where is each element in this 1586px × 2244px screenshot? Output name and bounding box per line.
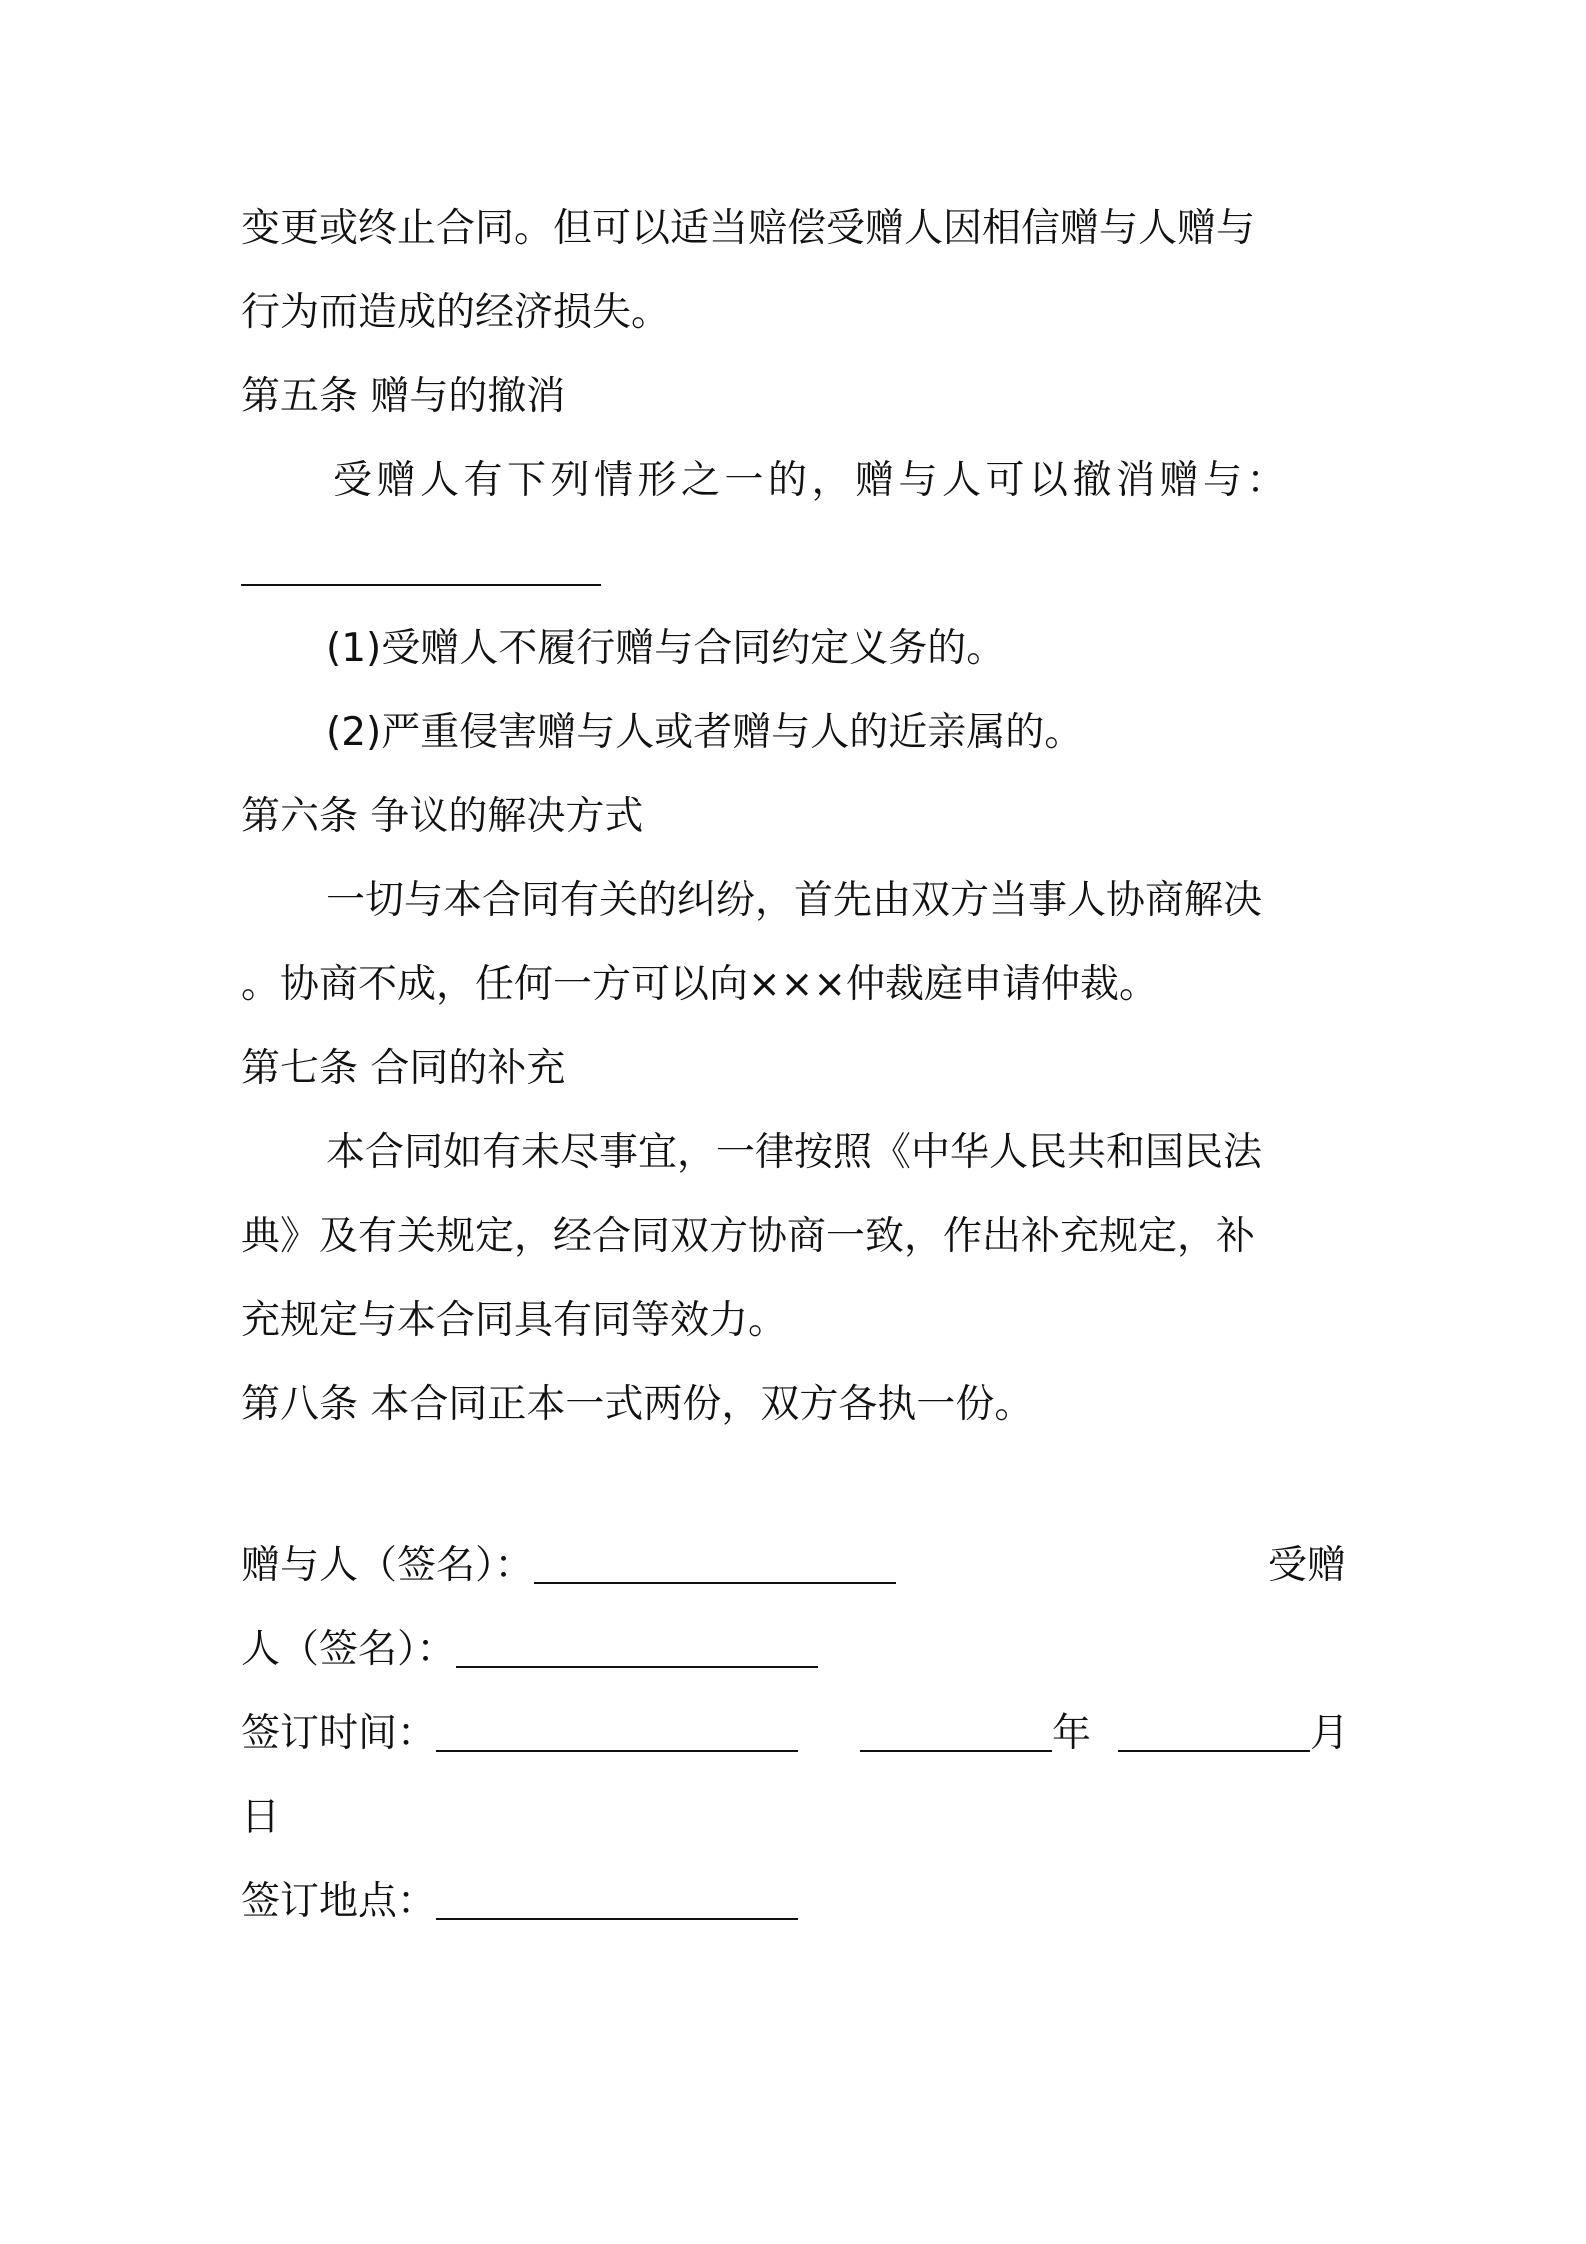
year-label: 年 bbox=[1052, 1711, 1092, 1756]
paragraph-line: 变更或终止合同。但可以适当赔偿受赠人因相信赠与人赠与 bbox=[241, 206, 1256, 251]
month-label: 月 bbox=[1310, 1711, 1350, 1756]
donor-signature-blank[interactable] bbox=[534, 1582, 896, 1584]
article-7-line-3: 充规定与本合同具有同等效力。 bbox=[241, 1298, 788, 1343]
article-6-line-1: 一切与本合同有关的纠纷，首先由双方当事人协商解决 bbox=[326, 878, 1263, 923]
donee-signature-blank[interactable] bbox=[456, 1666, 818, 1668]
date-label: 签订时间： bbox=[241, 1711, 437, 1756]
year-field bbox=[860, 1692, 1091, 1776]
place-blank[interactable] bbox=[436, 1918, 798, 1920]
article-5-item-1: (1)受赠人不履行赠与合同约定义务的。 bbox=[326, 626, 1006, 671]
article-7-title: 第七条 合同的补充 bbox=[241, 1046, 566, 1091]
article-8: 第八条 本合同正本一式两份，双方各执一份。 bbox=[241, 1382, 1034, 1427]
month-field bbox=[1118, 1692, 1349, 1776]
article-7-line-2: 典》及有关规定，经合同双方协商一致，作出补充规定，补 bbox=[241, 1214, 1256, 1259]
article-6-line-2: 。协商不成，任何一方可以向×××仲裁庭申请仲裁。 bbox=[241, 962, 1159, 1007]
year-blank[interactable] bbox=[860, 1750, 1052, 1752]
day-label: 日 bbox=[241, 1795, 281, 1840]
place-row bbox=[241, 1860, 798, 1944]
date-blank[interactable] bbox=[436, 1750, 798, 1752]
date-row bbox=[241, 1692, 798, 1776]
paragraph-line: 行为而造成的经济损失。 bbox=[241, 290, 671, 335]
article-5-title: 第五条 赠与的撤消 bbox=[241, 374, 566, 419]
donee-label: 人（签名）： bbox=[241, 1627, 456, 1672]
article-5-item-2: (2)严重侵害赠与人或者赠与人的近亲属的。 bbox=[326, 710, 1084, 755]
donee-signature-row bbox=[241, 1608, 818, 1692]
article-7-line-1: 本合同如有未尽事宜，一律按照《中华人民共和国民法 bbox=[326, 1130, 1263, 1175]
donor-label: 赠与人（签名）： bbox=[241, 1543, 534, 1588]
article-5-body: 受赠人有下列情形之一的，赠与人可以撤消赠与： bbox=[333, 458, 1291, 503]
month-blank[interactable] bbox=[1118, 1750, 1310, 1752]
article-6-title: 第六条 争议的解决方式 bbox=[241, 794, 644, 839]
place-label: 签订地点： bbox=[241, 1879, 437, 1924]
blank-underline bbox=[241, 584, 601, 586]
donor-signature-row bbox=[241, 1524, 896, 1608]
donee-label-part1: 受赠 bbox=[1268, 1543, 1347, 1588]
